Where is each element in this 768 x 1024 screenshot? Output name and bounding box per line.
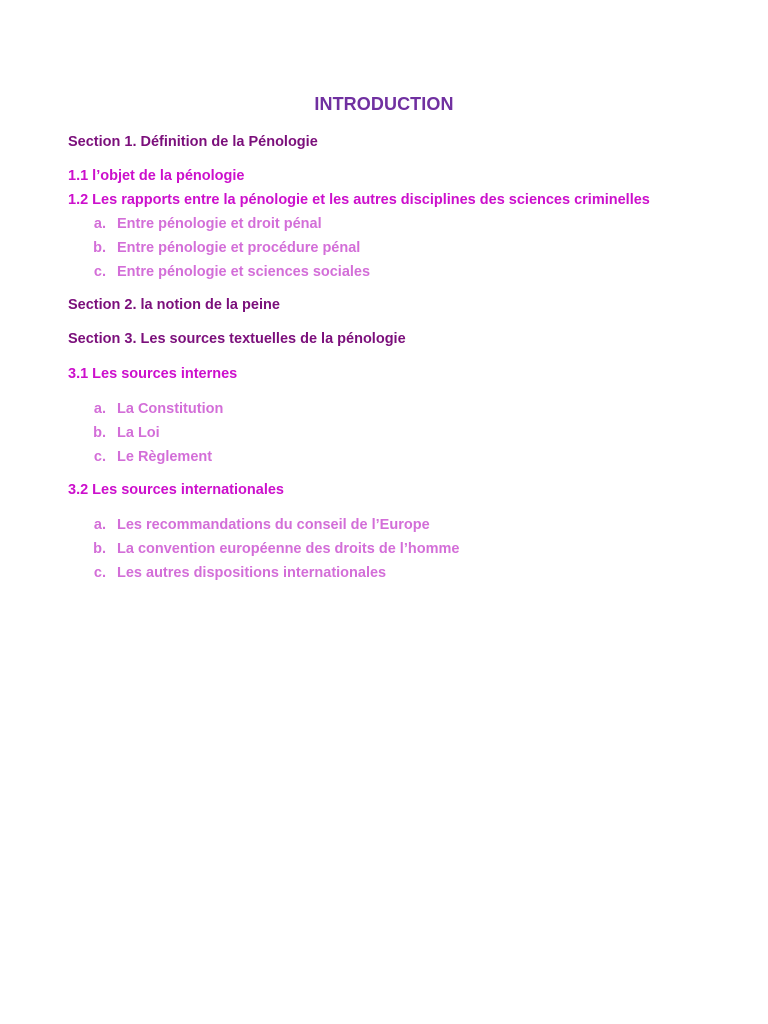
list-item-text: Le Règlement bbox=[117, 449, 213, 465]
section-1-heading: Section 1. Définition de la Pénologie bbox=[68, 134, 318, 150]
subsection-1-2: 1.2 Les rapports entre la pénologie et les autres disciplines des sciences criminelles bbox=[68, 192, 650, 208]
list-item-marker: c. bbox=[93, 264, 106, 280]
list-item bbox=[68, 264, 371, 280]
list-item-text: Entre pénologie et procédure pénal bbox=[117, 240, 361, 256]
list-item bbox=[68, 517, 430, 533]
list-item bbox=[68, 541, 460, 557]
list-item bbox=[68, 401, 224, 417]
list-item bbox=[68, 425, 160, 441]
list-item-text: Les autres dispositions internationales bbox=[117, 565, 387, 581]
list-item-marker: b. bbox=[93, 425, 106, 441]
list-item-text: La Constitution bbox=[117, 401, 224, 417]
section-2-heading: Section 2. la notion de la peine bbox=[68, 297, 280, 313]
list-item-marker: c. bbox=[93, 565, 106, 581]
list-item-text: Entre pénologie et sciences sociales bbox=[117, 264, 371, 280]
document-title: INTRODUCTION bbox=[314, 94, 454, 114]
list-item bbox=[68, 565, 387, 581]
list-item-marker: a. bbox=[93, 517, 106, 533]
list-item-marker: a. bbox=[93, 401, 106, 417]
list-item-marker: a. bbox=[93, 216, 106, 232]
list-item bbox=[68, 216, 322, 232]
list-item-text: Les recommandations du conseil de l’Europe bbox=[117, 517, 430, 533]
list-item-text: Entre pénologie et droit pénal bbox=[117, 216, 322, 232]
list-item-text: La Loi bbox=[117, 425, 160, 441]
list-item-text: La convention européenne des droits de l’homme bbox=[117, 541, 460, 557]
subsection-3-1: 3.1 Les sources internes bbox=[68, 366, 238, 382]
subsection-3-2: 3.2 Les sources internationales bbox=[68, 482, 284, 498]
list-item-marker: b. bbox=[93, 541, 106, 557]
list-item-marker: b. bbox=[93, 240, 106, 256]
subsection-1-1: 1.1 l’objet de la pénologie bbox=[68, 168, 245, 184]
section-3-heading: Section 3. Les sources textuelles de la pénologie bbox=[68, 331, 406, 347]
list-item bbox=[68, 449, 213, 465]
list-item-marker: c. bbox=[93, 449, 106, 465]
list-item bbox=[68, 240, 361, 256]
